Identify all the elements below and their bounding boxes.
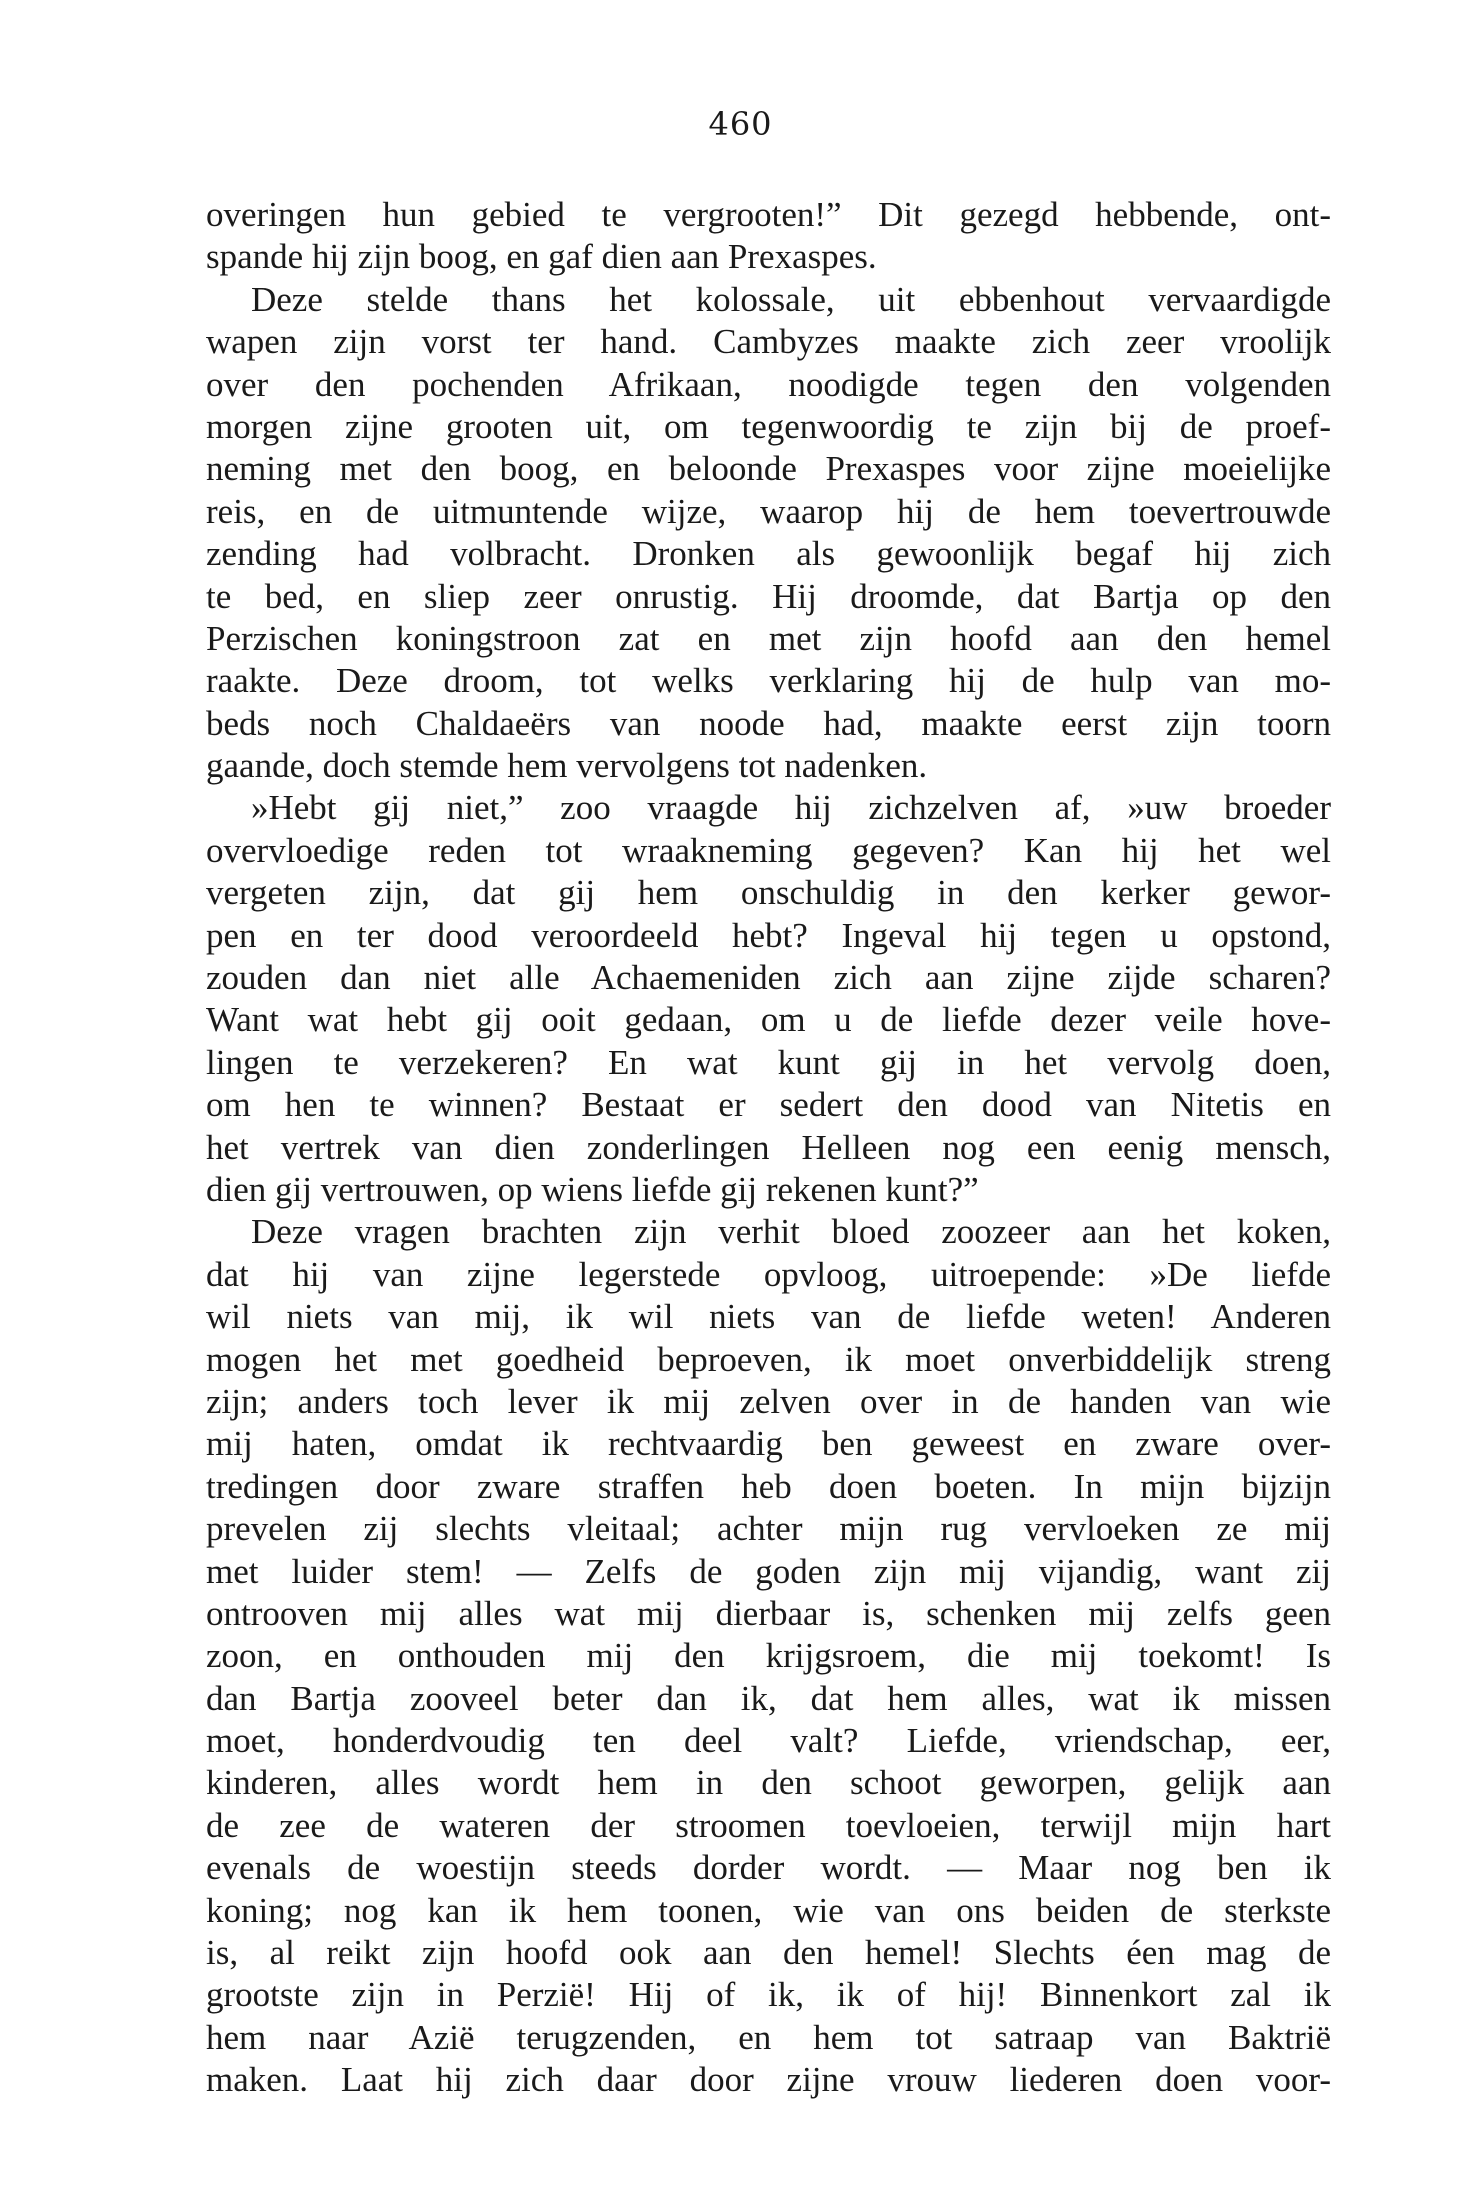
text-line: grootste zijn in Perzië! Hij of ik, ik of hij! Binnenkort zal ik <box>206 1975 1331 2015</box>
text-line: zijn; anders toch lever ik mij zelven over in de handen van wie <box>206 1381 1331 1421</box>
text-line: koning; nog kan ik hem toonen, wie van ons beiden de sterkste <box>206 1890 1331 1930</box>
text-line: kinderen, alles wordt hem in den schoot geworpen, gelijk aan <box>206 1763 1331 1803</box>
text-line: om hen te winnen? Bestaat er sedert den dood van Nitetis en <box>206 1085 1331 1125</box>
text-line: dat hij van zijne legerstede opvloog, uitroepende: »De liefde <box>206 1254 1331 1294</box>
text-line: wil niets van mij, ik wil niets van de liefde weten! Anderen <box>206 1297 1331 1337</box>
text-line: prevelen zij slechts vleitaal; achter mijn rug vervloeken ze mij <box>206 1509 1331 1549</box>
text-line: morgen zijne grooten uit, om tegenwoordig te zijn bij de proef- <box>206 406 1331 446</box>
text-line: zouden dan niet alle Achaemeniden zich aan zijne zijde scharen? <box>206 958 1331 998</box>
text-line: tredingen door zware straffen heb doen boeten. In mijn bijzijn <box>206 1466 1331 1506</box>
text-line: dan Bartja zooveel beter dan ik, dat hem alles, wat ik missen <box>206 1678 1331 1718</box>
page-number: 460 <box>708 105 773 143</box>
body-text <box>206 194 1331 2102</box>
text-line: raakte. Deze droom, tot welks verklaring hij de hulp van mo- <box>206 661 1331 701</box>
text-line: is, al reikt zijn hoofd ook aan den hemel! Slechts éen mag de <box>206 1933 1331 1973</box>
text-line: mogen het met goedheid beproeven, ik moet onverbiddelijk streng <box>206 1339 1331 1379</box>
text-line: gaande, doch stemde hem vervolgens tot nadenken. <box>206 746 928 786</box>
text-line: overvloedige reden tot wraakneming gegeven? Kan hij het wel <box>206 830 1331 870</box>
text-line: neming met den boog, en beloonde Prexaspes voor zijne moeielijke <box>206 449 1331 489</box>
text-line: wapen zijn vorst ter hand. Cambyzes maakte zich zeer vroolijk <box>206 322 1331 362</box>
text-line: hem naar Azië terugzenden, en hem tot satraap van Baktrië <box>206 2017 1331 2057</box>
text-line: pen en ter dood veroordeeld hebt? Ingeval hij tegen u opstond, <box>206 915 1331 955</box>
text-line: mij haten, omdat ik rechtvaardig ben geweest en zware over- <box>206 1424 1331 1464</box>
text-line: dien gij vertrouwen, op wiens liefde gij rekenen kunt?” <box>206 1169 979 1209</box>
text-line: evenals de woestijn steeds dorder wordt. — Maar nog ben ik <box>206 1848 1331 1888</box>
text-line: ontrooven mij alles wat mij dierbaar is, schenken mij zelfs geen <box>206 1593 1331 1633</box>
text-line: Want wat hebt gij ooit gedaan, om u de liefde dezer veile hove- <box>206 1000 1331 1040</box>
text-line: met luider stem! — Zelfs de goden zijn mij vijandig, want zij <box>206 1551 1331 1591</box>
text-line: lingen te verzekeren? En wat kunt gij in het vervolg doen, <box>206 1042 1331 1082</box>
text-line: Deze stelde thans het kolossale, uit ebbenhout vervaardigde <box>251 279 1331 319</box>
text-line: het vertrek van dien zonderlingen Helleen nog een eenig mensch, <box>206 1127 1331 1167</box>
text-line: beds noch Chaldaeërs van noode had, maakte eerst zijn toorn <box>206 703 1331 743</box>
text-line: moet, honderdvoudig ten deel valt? Liefde, vriendschap, eer, <box>206 1721 1331 1761</box>
text-line: te bed, en sliep zeer onrustig. Hij droomde, dat Bartja op den <box>206 576 1331 616</box>
text-line: vergeten zijn, dat gij hem onschuldig in den kerker gewor- <box>206 873 1331 913</box>
text-line: overingen hun gebied te vergrooten!” Dit gezegd hebbende, ont- <box>206 195 1331 234</box>
text-line: over den pochenden Afrikaan, noodigde tegen den volgenden <box>206 364 1331 404</box>
text-line: Deze vragen brachten zijn verhit bloed zoozeer aan het koken, <box>251 1212 1331 1252</box>
text-line: de zee de wateren der stroomen toevloeien, terwijl mijn hart <box>206 1805 1331 1845</box>
text-line: Perzischen koningstroon zat en met zijn hoofd aan den hemel <box>206 618 1331 658</box>
text-line: zending had volbracht. Dronken als gewoonlijk begaf hij zich <box>206 534 1331 574</box>
text-line: zoon, en onthouden mij den krijgsroem, die mij toekomt! Is <box>206 1636 1331 1676</box>
text-line: »Hebt gij niet,” zoo vraagde hij zichzelven af, »uw broeder <box>251 788 1331 828</box>
text-line: spande hij zijn boog, en gaf dien aan Prexaspes. <box>206 237 877 277</box>
text-line: maken. Laat hij zich daar door zijne vrouw liederen doen voor- <box>206 2060 1331 2100</box>
text-line: reis, en de uitmuntende wijze, waarop hij de hem toevertrouwde <box>206 491 1331 531</box>
